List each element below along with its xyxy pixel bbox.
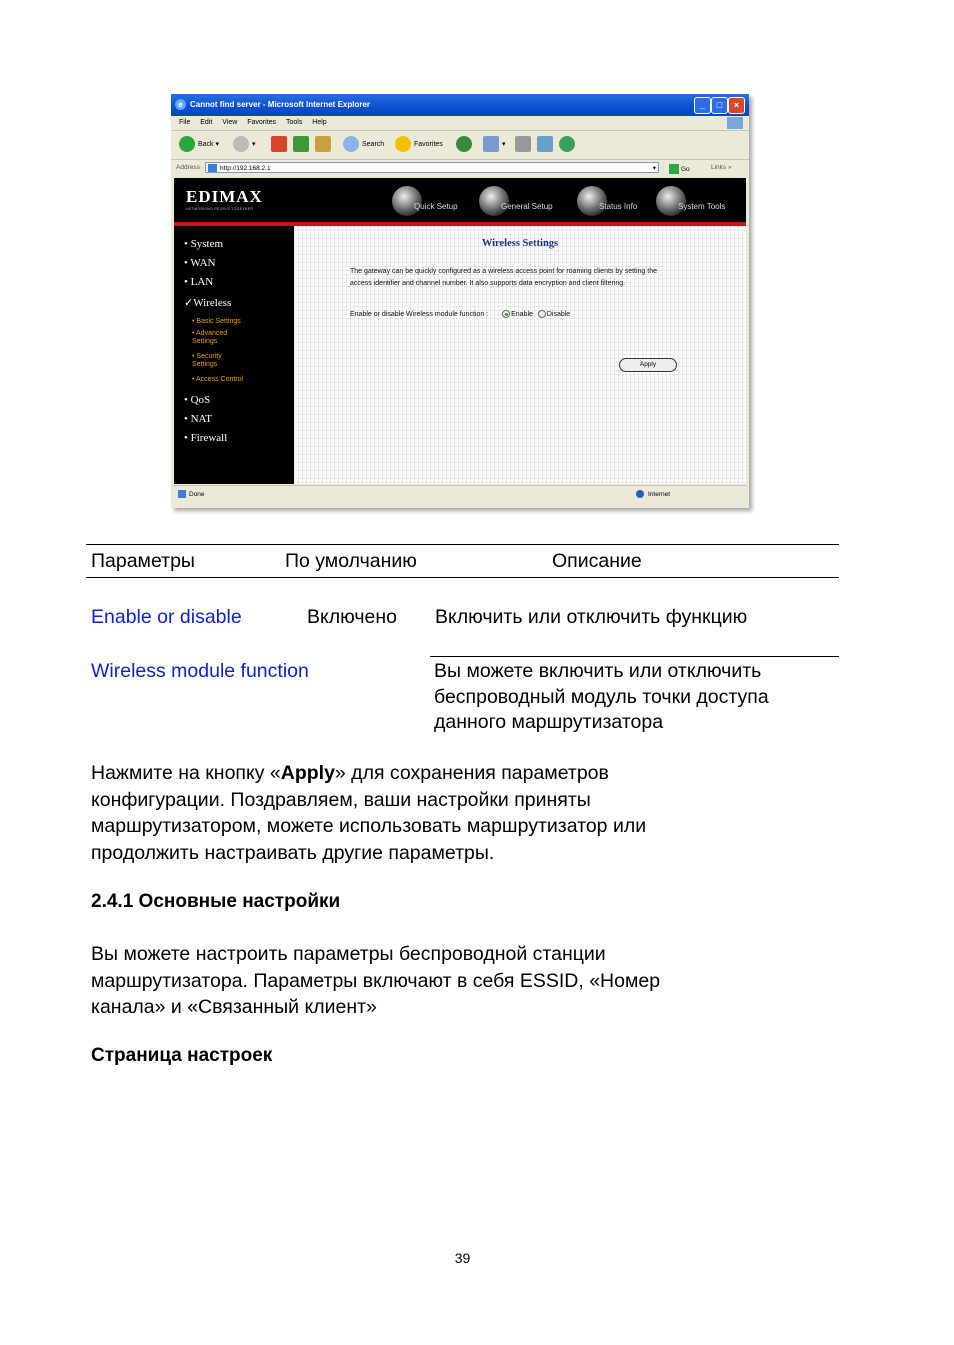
page-icon xyxy=(208,164,217,172)
status-done: Done xyxy=(178,486,205,504)
stop-button[interactable] xyxy=(271,136,290,154)
forward-button[interactable]: ▾ xyxy=(233,136,256,154)
table-header-desc: Описание xyxy=(552,550,642,572)
table-row-rule xyxy=(430,656,839,657)
apply-line-3: маршрутизатором, можете использовать маршрутизатор или xyxy=(91,815,647,837)
table-top-rule xyxy=(86,544,839,545)
search-icon xyxy=(343,136,359,152)
globe-icon xyxy=(636,490,644,498)
mail-button[interactable]: ▾ xyxy=(483,136,506,154)
browser-toolbar xyxy=(171,131,749,160)
apply-paragraph xyxy=(91,760,811,866)
edit-icon xyxy=(537,136,553,152)
table-row2-desc-line1: Вы можете включить или отключить xyxy=(434,660,762,682)
back-button[interactable]: Back ▾ xyxy=(179,136,219,154)
section-heading: 2.4.1 Основные настройки xyxy=(91,891,341,912)
search-button[interactable]: Search xyxy=(343,136,384,154)
menu-file[interactable]: File xyxy=(179,119,191,126)
enable-radio[interactable] xyxy=(502,310,510,318)
router-header: EDIMAX NETWORKING PEOPLE TOGETHER Quick Setup General Setup Status Info System Tools xyxy=(174,178,746,222)
window-title: Cannot find server - Microsoft Internet Explorer xyxy=(190,100,371,109)
disable-label: Disable xyxy=(546,310,571,318)
print-button[interactable] xyxy=(515,136,534,154)
address-input[interactable] xyxy=(205,162,659,173)
router-screenshot xyxy=(171,94,749,508)
back-arrow-icon xyxy=(179,136,195,152)
maximize-icon[interactable]: □ xyxy=(711,97,728,114)
sidebar-item-nat[interactable]: • NAT xyxy=(184,413,212,425)
address-bar xyxy=(171,160,749,176)
page-description: The gateway can be quickly configured as a wireless access point for roaming clients by setting the access identifier and channel number. It also supports data encryption and client filtering. xyxy=(350,268,657,287)
sidebar-item-qos[interactable]: • QoS xyxy=(184,394,211,406)
section-line-3: канала» и «Связанный клиент» xyxy=(91,996,377,1018)
menu-edit[interactable]: Edit xyxy=(200,119,213,126)
home-icon xyxy=(315,136,331,152)
table-row1-param: Enable or disable xyxy=(91,606,242,628)
globe-icon xyxy=(392,186,422,216)
menu-favorites[interactable]: Favorites xyxy=(247,119,277,126)
edit-button[interactable] xyxy=(537,136,556,154)
section-paragraph xyxy=(91,941,811,1021)
stop-icon xyxy=(271,136,287,152)
table-row2-desc-line2: беспроводный модуль точки доступа xyxy=(434,686,769,708)
globe-icon xyxy=(656,186,686,216)
refresh-button[interactable] xyxy=(293,136,312,154)
messenger-icon xyxy=(559,136,575,152)
router-sidebar xyxy=(174,226,294,484)
mail-icon xyxy=(483,136,499,152)
windows-flag-icon xyxy=(727,117,743,129)
globe-icon xyxy=(479,186,509,216)
window-titlebar xyxy=(171,94,749,116)
menu-view[interactable]: View xyxy=(222,119,238,126)
forward-arrow-icon xyxy=(233,136,249,152)
wireless-toggle-row xyxy=(350,310,570,318)
address-label: Address xyxy=(176,164,200,171)
toggle-label: Enable or disable Wireless module function : xyxy=(350,310,489,318)
go-button[interactable]: Go xyxy=(669,162,690,178)
history-icon xyxy=(456,136,472,152)
ie-icon: e xyxy=(175,99,186,110)
edimax-tagline: NETWORKING PEOPLE TOGETHER xyxy=(186,207,254,211)
go-arrow-icon xyxy=(669,164,679,174)
browser-statusbar xyxy=(174,485,746,504)
home-button[interactable] xyxy=(315,136,334,154)
apply-line-1: Нажмите на кнопку «Apply» для сохранения параметров xyxy=(91,762,609,784)
table-header-param: Параметры xyxy=(91,550,195,572)
page-title: Wireless Settings xyxy=(481,238,559,249)
menu-help[interactable]: Help xyxy=(312,119,327,126)
sidebar-sub-advanced[interactable]: • Advanced Settings xyxy=(192,330,228,345)
edimax-logo: EDIMAX xyxy=(186,187,263,206)
menu-tools[interactable]: Tools xyxy=(286,119,303,126)
messenger-button[interactable] xyxy=(559,136,578,154)
menu-bar xyxy=(171,116,749,131)
sidebar-sub-access-control[interactable]: • Access Control xyxy=(192,376,244,383)
links-button[interactable]: Links » xyxy=(711,164,732,171)
table-row1-desc: Включить или отключить функцию xyxy=(435,606,748,628)
table-header-rule xyxy=(86,577,839,578)
star-icon xyxy=(395,136,411,152)
print-icon xyxy=(515,136,531,152)
table-row2-desc-line3: данного маршрутизатора xyxy=(434,711,664,733)
apply-line-2: конфигурации. Поздравляем, ваши настройки приняты xyxy=(91,788,591,811)
history-button[interactable] xyxy=(456,136,475,154)
table-row2-param: Wireless module function xyxy=(91,660,309,682)
sidebar-item-wan[interactable]: • WAN xyxy=(184,257,216,269)
apply-bold: Apply xyxy=(280,762,335,784)
table-row1-default: Включено xyxy=(307,606,397,628)
apply-line-4: продолжить настраивать другие параметры. xyxy=(91,841,495,864)
section-line-1: Вы можете настроить параметры беспроводной станции xyxy=(91,943,606,965)
apply-button[interactable]: Apply xyxy=(619,358,677,372)
disable-radio[interactable] xyxy=(538,310,546,318)
minimize-icon[interactable]: _ xyxy=(694,97,711,114)
favorites-button[interactable]: Favorites xyxy=(395,136,443,154)
table-header-default: По умолчанию xyxy=(285,550,417,572)
page-number: 39 xyxy=(454,1250,471,1266)
sidebar-item-lan[interactable]: • LAN xyxy=(184,276,214,288)
sidebar-item-firewall[interactable]: • Firewall xyxy=(184,432,228,444)
sidebar-sub-basic[interactable]: • Basic Settings xyxy=(192,318,241,325)
close-icon[interactable]: × xyxy=(728,97,745,114)
sidebar-item-system[interactable]: • System xyxy=(184,238,224,250)
sidebar-item-wireless[interactable]: ✓Wireless xyxy=(184,297,232,309)
sub-heading: Страница настроек xyxy=(91,1045,273,1066)
refresh-icon xyxy=(293,136,309,152)
enable-label: Enable xyxy=(511,310,533,318)
section-line-2: маршрутизатора. Параметры включают в себя ESSID, «Номер xyxy=(91,969,661,992)
sidebar-sub-security[interactable]: • Security Settings xyxy=(192,353,222,368)
router-content xyxy=(294,226,746,484)
status-zone: Internet xyxy=(636,486,670,504)
page-icon xyxy=(178,490,186,498)
globe-icon xyxy=(577,186,607,216)
check-icon: ✓ xyxy=(184,297,194,309)
address-value: http://192.168.2.1 xyxy=(220,165,271,172)
chevron-down-icon[interactable]: ▾ xyxy=(652,165,656,172)
